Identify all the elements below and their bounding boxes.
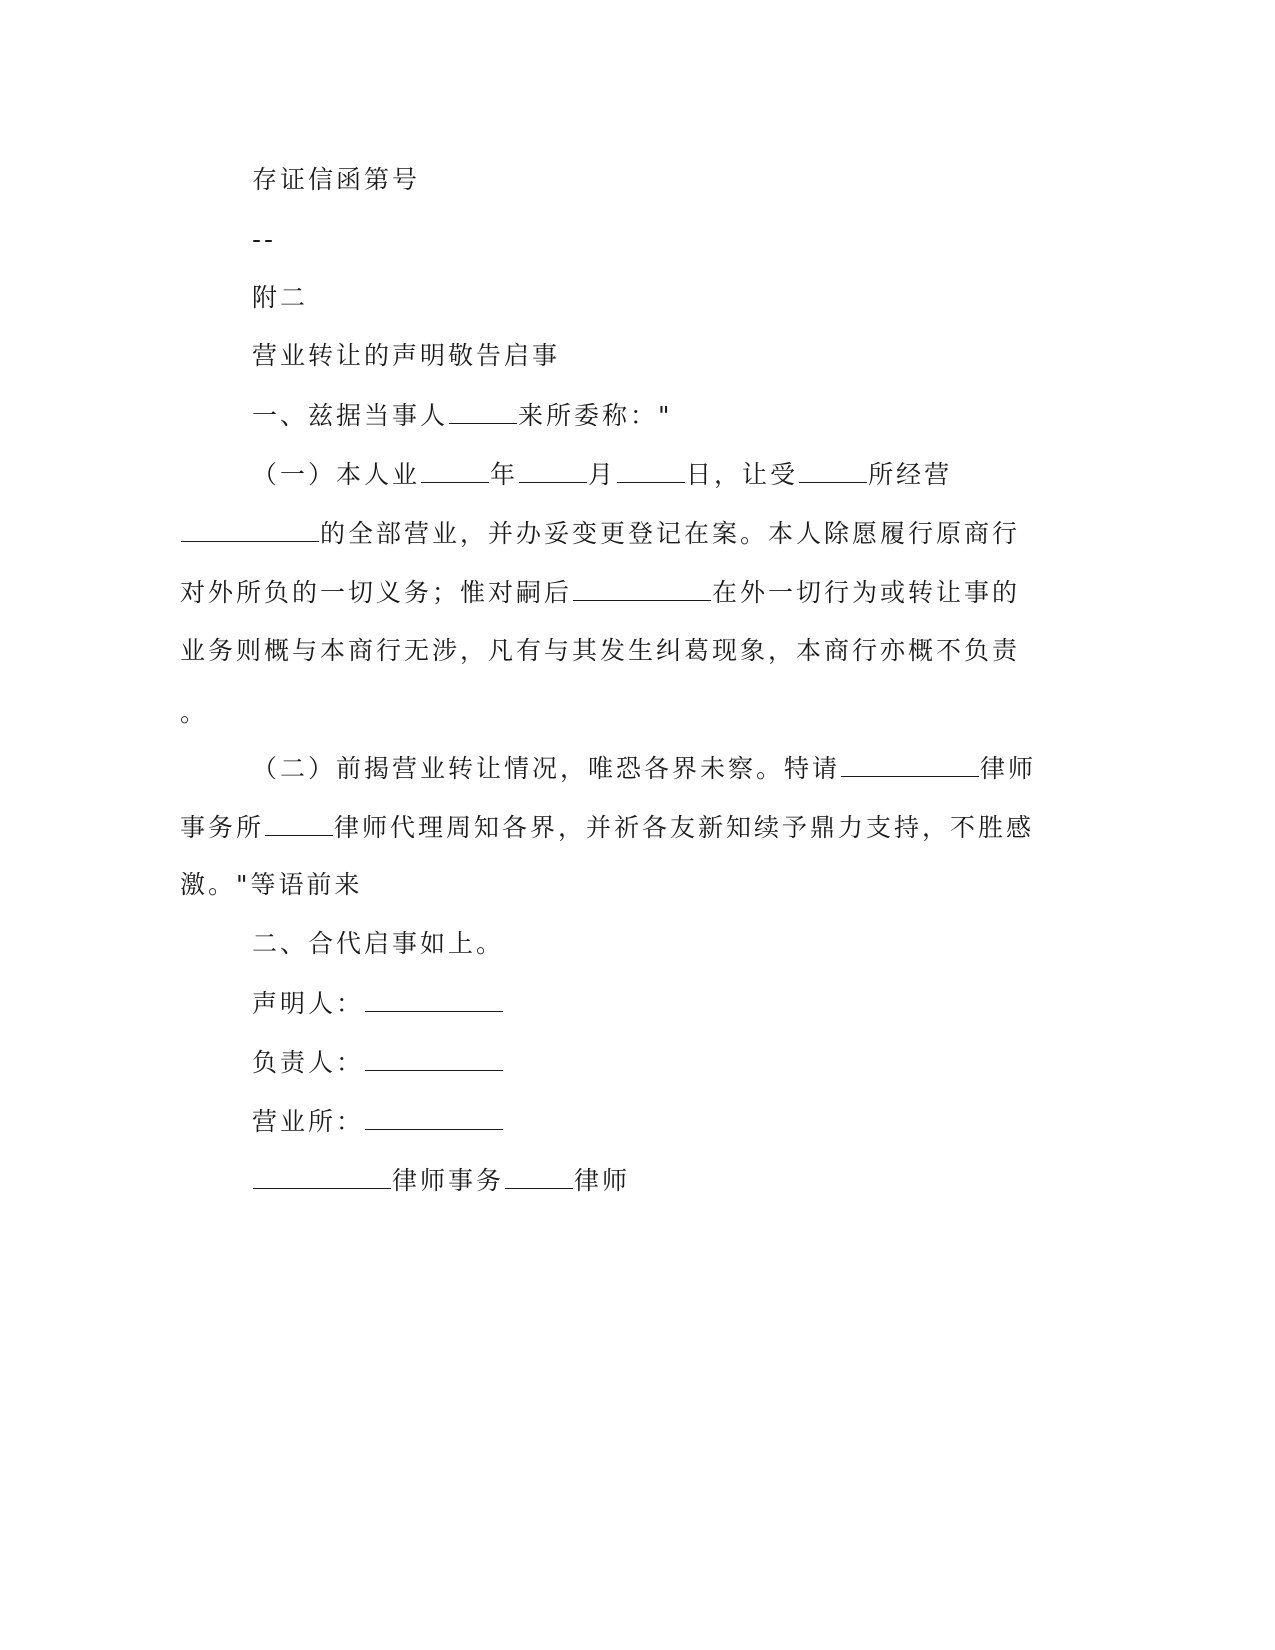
responsible-line bbox=[252, 1046, 504, 1079]
footer-firm-blank bbox=[253, 1164, 391, 1189]
law-firm-blank bbox=[841, 752, 979, 777]
footer-firm-label: 律师事务 bbox=[392, 1166, 505, 1195]
paragraph-3-line-1 bbox=[252, 752, 1036, 785]
clause-2-text-4: 律师代理周知各界，并祈各友新知续予鼎力支持，不胜感 bbox=[334, 813, 1035, 842]
business-place-blank bbox=[365, 1105, 503, 1130]
paragraph-2-line-1 bbox=[252, 458, 952, 491]
year-blank bbox=[421, 458, 489, 483]
business-name-blank bbox=[181, 517, 319, 542]
declarant-line bbox=[252, 987, 504, 1020]
paragraph-1-text: 一、兹据当事人 bbox=[252, 401, 449, 430]
annex-label: 附二 bbox=[252, 283, 309, 312]
client-name-blank bbox=[449, 399, 517, 424]
paragraph-2-line-2 bbox=[180, 517, 1020, 550]
paragraph-1-text-2: 来所委称：" bbox=[518, 401, 673, 430]
clause-2-text-3: 事务所 bbox=[180, 813, 265, 842]
year-label: 年 bbox=[490, 460, 519, 489]
document-title: 营业转让的声明敬告启事 bbox=[252, 341, 561, 370]
operated-label: 所经营 bbox=[868, 460, 953, 489]
declarant-blank bbox=[365, 987, 503, 1012]
paragraph-2-line-5: 。 bbox=[180, 698, 209, 727]
reference-number-line: 存证信函第号 bbox=[252, 165, 421, 194]
responsible-blank bbox=[365, 1046, 503, 1071]
declarant-label: 声明人： bbox=[252, 989, 365, 1018]
business-place-line bbox=[252, 1105, 504, 1138]
lawyer-blank bbox=[265, 811, 333, 836]
footer-lawyer-blank bbox=[505, 1164, 573, 1189]
paragraph-4: 二、合代启事如上。 bbox=[252, 929, 505, 958]
clause-2-text-1: （二）前揭营业转让情况，唯恐各界未察。特请 bbox=[252, 754, 841, 783]
paragraph-2-line-4: 业务则概与本商行无涉，凡有与其发生纠葛现象，本商行亦概不负责 bbox=[180, 636, 1021, 665]
paragraph-3-line-2 bbox=[180, 811, 1034, 844]
clause-1-text-3: 对外所负的一切义务；惟对嗣后 bbox=[180, 578, 573, 607]
successor-blank bbox=[573, 576, 711, 601]
clause-1-text-2: 的全部营业，并办妥变更登记在案。本人除愿履行原商行 bbox=[320, 519, 1021, 548]
clause-1-intro: （一）本人业 bbox=[252, 460, 421, 489]
month-label: 月 bbox=[588, 460, 617, 489]
clause-1-text-4: 在外一切行为或转让事的 bbox=[712, 578, 1021, 607]
paragraph-2-line-3 bbox=[180, 576, 1020, 609]
day-label: 日，让受 bbox=[686, 460, 799, 489]
business-place-label: 营业所： bbox=[252, 1107, 365, 1136]
footer-lawyer-label: 律师 bbox=[574, 1166, 631, 1195]
paragraph-1 bbox=[252, 399, 673, 432]
separator: -- bbox=[252, 225, 277, 254]
clause-2-text-2: 律师 bbox=[980, 754, 1037, 783]
footer-line bbox=[252, 1164, 630, 1197]
day-blank bbox=[617, 458, 685, 483]
month-blank bbox=[519, 458, 587, 483]
transferee-blank bbox=[799, 458, 867, 483]
paragraph-3-line-3: 激。"等语前来 bbox=[180, 870, 363, 899]
responsible-label: 负责人： bbox=[252, 1048, 365, 1077]
